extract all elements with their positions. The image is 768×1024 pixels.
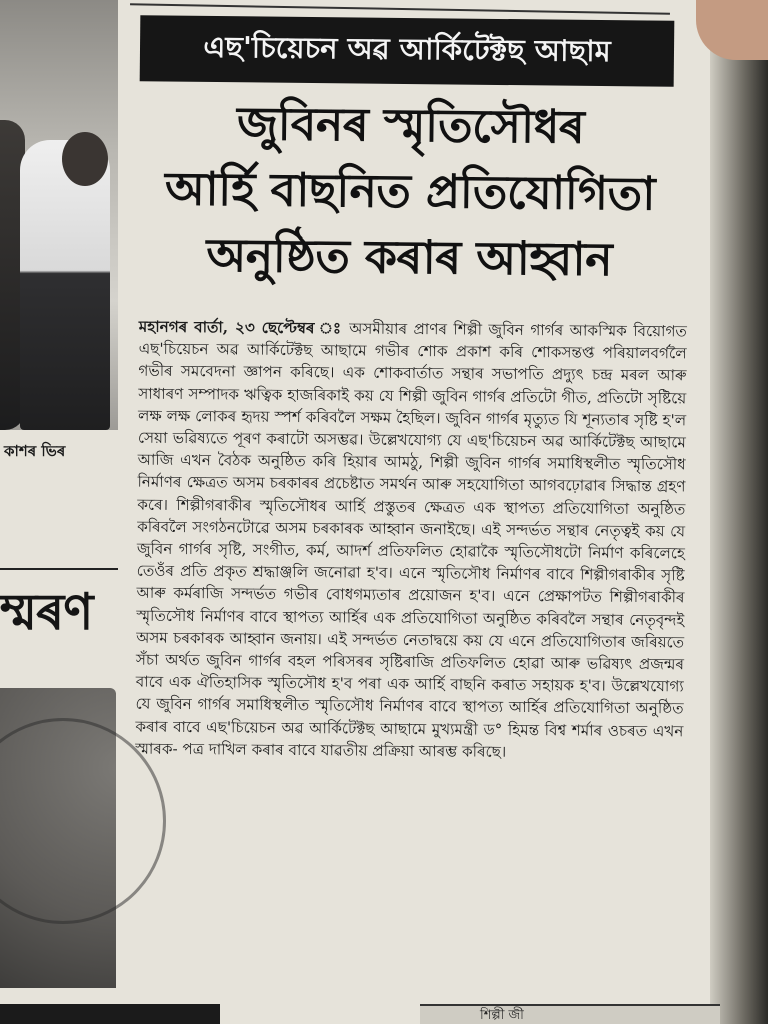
bottom-fragment: শিল্পী জী bbox=[420, 1004, 720, 1024]
headline-line-2: আৰ্হি বাছনিত প্ৰতিযোগিতা bbox=[164, 161, 656, 221]
bottom-bar-left bbox=[0, 1004, 220, 1024]
dateline: মহানগৰ বাৰ্তা, ২৩ ছেপ্টেম্বৰ ঃ bbox=[138, 317, 343, 338]
news-photo-left-bottom bbox=[0, 688, 116, 988]
news-photo-left bbox=[0, 0, 118, 430]
headline-line-3: অনুষ্ঠিত কৰাৰ আহ্বান bbox=[206, 227, 613, 287]
finger-corner bbox=[696, 0, 768, 60]
article-body bbox=[135, 316, 687, 765]
headline-line-1: জুবিনৰ স্মৃতিসৌধৰ bbox=[236, 96, 585, 154]
main-headline bbox=[139, 89, 681, 293]
photo-caption-fragment: কাশৰ ভিৰ bbox=[4, 442, 66, 460]
article-text: অসমীয়াৰ প্ৰাণৰ শিল্পী জুবিন গাৰ্গৰ আকস্মিক বিয়োগত এছ'চিয়েচন অৱ আৰ্কিটেক্টছ আছামে গভীৰ শোক প্ৰকাশ কৰি শোকসন্তপ্ত পৰিয়ালবৰ্গলৈ গভীৰ সমবেদনা জ্ঞাপন কৰিছে। এক শোকবাৰ্তাত সন্থাৰ সভাপতি প্ৰদ্যুৎ চন্দ্ৰ মৰল আৰু সাধাৰণ সম্পাদক ঋত্বিক হাজৰিকাই কয় যে শিল্পী জুবিন গাৰ্গৰ প্ৰতিটো গীত, প্ৰতিটো সৃষ্টিয়ে লক্ষ লক্ষ লোকৰ হৃদয় স্পৰ্শ কৰিবলৈ সক্ষম হৈছিল। জুবিন গাৰ্গৰ মৃত্যুত যি শূন্যতাৰ সৃষ্টি হ'ল সেয়া ভৱিষ্যতে পূৰণ কৰাটো অসম্ভৱ। উল্লেখযোগ্য যে এছ'চিয়েচন অৱ আৰ্কিটেক্টছ আছামে আজি এখন বৈঠক অনুষ্ঠিত কৰি হিয়াৰ আমঠু, শিল্পী জুবিন গাৰ্গৰ সমাধিস্থলীত স্মৃতিসৌধ নিৰ্মাণৰ ক্ষেত্ৰত অসম চৰকাৰৰ প্ৰচেষ্টাত সমৰ্থন আৰু সহযোগিতা আগবঢ়োৱাৰ সিদ্ধান্ত গ্ৰহণ কৰে। শিল্পীগৰাকীৰ স্মৃতিসৌধৰ আৰ্হি প্ৰস্তুতৰ ক্ষেত্ৰত এক স্থাপত্য প্ৰতিযোগিতা অনুষ্ঠিত কৰিবলৈ সংগঠনটোৱে অসম চৰকাৰক আহ্বান জনাইছে। এই সন্দৰ্ভত সন্থাৰ নেতৃত্বই কয় যে জুবিন গাৰ্গৰ সৃষ্টি, সংগীত, কৰ্ম, আদৰ্শ প্ৰতিফলিত হোৱাকৈ স্মৃতিসৌধটো নিৰ্মাণ কৰিলেহে তেওঁৰ প্ৰতি প্ৰকৃত শ্ৰদ্ধাঞ্জলি জনোৱা হ'ব। এনে স্মৃতিসৌধ নিৰ্মাণৰ বাবে শিল্পীগৰাকীৰ সৃষ্টি আৰু কৰ্মৰাজি সন্দৰ্ভত গভীৰ বোধগম্যতাৰ প্ৰয়োজন হ'ব। এনে প্ৰেক্ষাপটত শিল্পীগৰাকীৰ স্মৃতিসৌধ নিৰ্মাণৰ বাবে স্থাপত্য আৰ্হিৰ এক প্ৰতিযোগিতা অনুষ্ঠিত কৰিবলৈ সন্থাৰ নেতৃবৃন্দই অসম চৰকাৰক আহ্বান জনায়। এই সন্দৰ্ভত নেতাদ্বয়ে কয় যে এনে প্ৰতিযোগিতাৰ জৰিয়তে সঁচা অৰ্থত জুবিন গাৰ্গৰ বহল পৰিসৰৰ সৃষ্টিৰাজি প্ৰতিফলিত হোৱা আৰু ভৱিষ্যৎ প্ৰজন্মৰ বাবে এক ঐতিহাসিক স্মৃতিসৌধ হ'ব পৰা এক আৰ্হি বাছনি কৰাত সহায়ক হ'ব। উল্লেখযোগ্য যে জুবিন গাৰ্গৰ সমাধিস্থলীত স্মৃতিসৌধ নিৰ্মাণৰ বাবে স্থাপত্য আৰ্হিৰ প্ৰতিযোগিতা অনুষ্ঠিত কৰাৰ বাবে এছ'চিয়েচন অৱ আৰ্কিটেক্টছ আছামে মুখ্যমন্ত্ৰী ড° হিমন্ত বিশ্ব শৰ্মাৰ ওচৰত এখন স্মাৰক- পত্ৰ দাখিল কৰাৰ বাবে যাৱতীয় প্ৰক্ৰিয়া আৰম্ভ কৰিছে। bbox=[135, 319, 687, 761]
page-edge-shadow bbox=[710, 0, 768, 1024]
kicker-band: এছ'চিয়েচন অৱ আৰ্কিটেক্টছ আছাম bbox=[140, 15, 675, 87]
column-rule bbox=[0, 568, 118, 570]
top-rule bbox=[130, 3, 670, 14]
left-headline-fragment: ম্মৰণ bbox=[0, 583, 93, 641]
